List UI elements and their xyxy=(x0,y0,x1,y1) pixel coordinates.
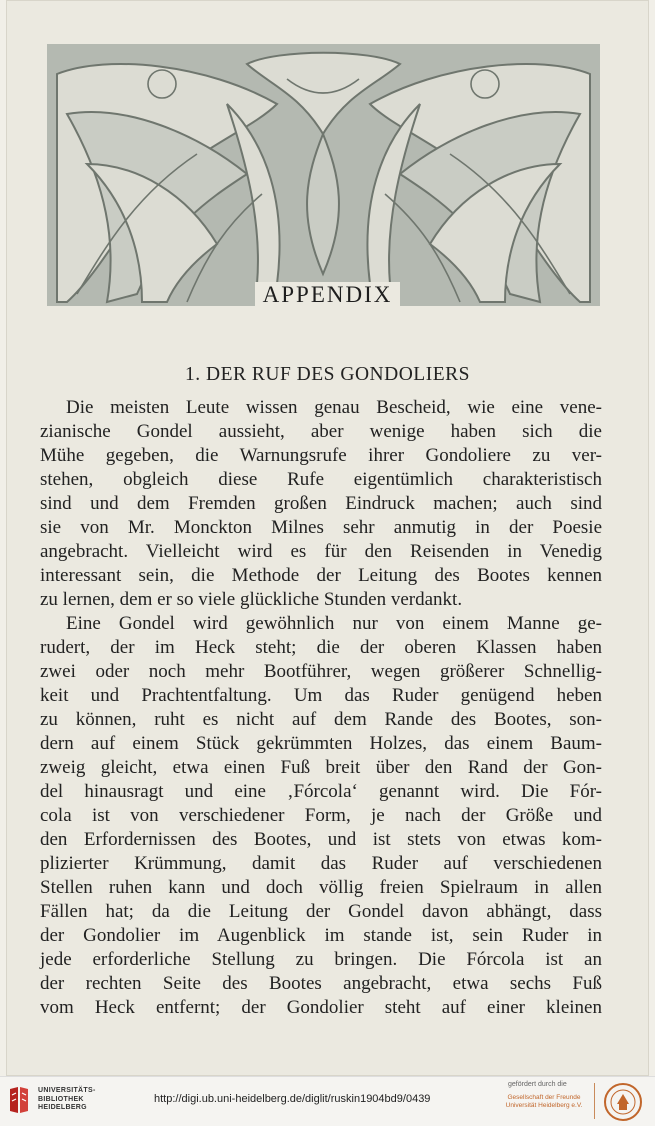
sponsor-name-line: Gesellschaft der Freunde xyxy=(507,1094,581,1101)
text-line: zu können, ruht es nicht auf dem Rande des Bootes, son- xyxy=(40,709,602,730)
library-name-line: HEIDELBERG xyxy=(38,1104,87,1111)
text-line: Die meisten Leute wissen genau Bescheid, wie eine vene- xyxy=(66,397,602,418)
library-name-line: BIBLIOTHEK xyxy=(38,1095,84,1103)
library-name-line: UNIVERSITÄTS- xyxy=(38,1087,96,1094)
sponsor-name-line: Universität Heidelberg e.V. xyxy=(505,1102,583,1109)
university-seal-icon xyxy=(603,1082,643,1122)
art-nouveau-ornament-header xyxy=(47,44,600,306)
section-title: 1. DER RUF DES GONDOLIERS xyxy=(185,364,470,385)
text-line: interessant sein, die Methode der Leitung des Bootes kennen xyxy=(40,565,602,586)
university-library-logo-icon xyxy=(8,1085,30,1115)
body-text xyxy=(40,396,602,1020)
text-line: Eine Gondel wird gewöhnlich nur von einem Manne ge- xyxy=(66,613,602,634)
text-line: zu lernen, dem er so viele glückliche Stunden verdankt. xyxy=(40,589,463,610)
text-line: zweig gleicht, etwa einen Fuß breit über den Rand der Gon- xyxy=(40,757,602,778)
appendix-heading-text: APPENDIX xyxy=(255,282,401,307)
text-line: den Erfordernissen des Bootes, und ist stets von etwas kom- xyxy=(40,829,602,850)
text-line: der rechten Seite des Bootes angebracht, etwa sechs Fuß xyxy=(40,973,602,994)
sponsor-name[interactable] xyxy=(498,1094,590,1110)
text-line: Fällen hat; da die Leitung der Gondel davon abhängt, dass xyxy=(40,901,602,922)
text-line: rudert, der im Heck steht; die der oberen Klassen haben xyxy=(40,637,602,658)
sponsor-label: gefördert durch die xyxy=(508,1081,567,1088)
text-line: Mühe gegeben, die Warnungsrufe ihrer Gondoliere zu ver- xyxy=(40,445,602,466)
library-name xyxy=(38,1087,96,1113)
text-line: jede erforderliche Stellung zu bringen. Die Fórcola ist an xyxy=(40,949,602,970)
text-line: angebracht. Vielleicht wird es für den Reisenden in Venedig xyxy=(40,541,602,562)
text-line: plizierter Krümmung, damit das Ruder auf verschiedenen xyxy=(40,853,602,874)
text-line: der Gondolier im Augenblick im stande ist, sein Ruder in xyxy=(40,925,602,946)
permalink-url[interactable]: http://digi.ub.uni-heidelberg.de/diglit/ruskin1904bd9/0439 xyxy=(154,1093,431,1105)
text-line: zwei oder noch mehr Bootführer, wegen größerer Schnellig- xyxy=(40,661,602,682)
text-line: stehen, obgleich diese Rufe eigentümlich charakteristisch xyxy=(40,469,602,490)
text-line: sind und dem Fremden großen Eindruck machen; auch sind xyxy=(40,493,602,514)
text-line: zianische Gondel aussieht, aber wenige haben sich die xyxy=(40,421,602,442)
text-line: sie von Mr. Monckton Milnes sehr anmutig in der Poesie xyxy=(40,517,602,538)
text-line: keit und Prachtentfaltung. Um das Ruder genügend heben xyxy=(40,685,602,706)
text-line: vom Heck entfernt; der Gondolier steht auf einer kleinen xyxy=(40,997,602,1018)
footer-divider xyxy=(594,1083,595,1119)
text-line: cola ist von verschiedener Form, je nach der Größe und xyxy=(40,805,602,826)
footer-bar xyxy=(0,1076,655,1126)
text-line: del hinausragt und eine ‚Fórcola‘ genannt wird. Die Fór- xyxy=(40,781,602,802)
text-line: dern auf einem Stück gekrümmten Holzes, das einem Baum- xyxy=(40,733,602,754)
text-line: Stellen ruhen kann und doch völlig freien Spielraum in allen xyxy=(40,877,602,898)
book-page xyxy=(6,0,649,1076)
appendix-heading xyxy=(6,282,649,308)
